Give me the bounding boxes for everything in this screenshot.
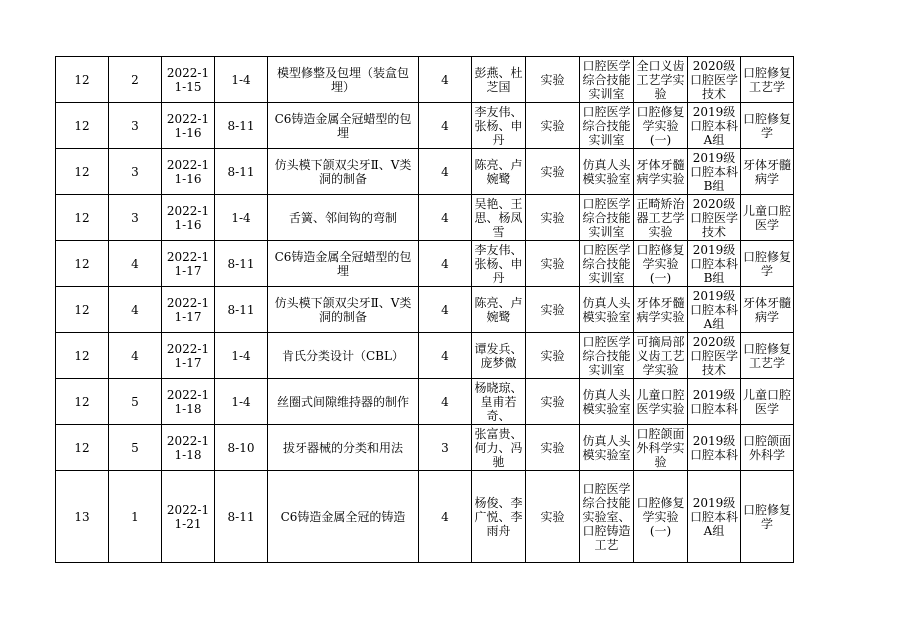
course-cell-text: 口腔修复工艺学	[743, 341, 791, 370]
course-cell	[741, 379, 794, 425]
topic-cell: C6铸造金属全冠蜡型的包埋	[268, 241, 419, 287]
date-cell: 2022-11-17	[162, 287, 215, 333]
room-cell	[580, 287, 634, 333]
lab-cell-text: 口腔颌面外科学实验	[636, 426, 685, 469]
lab-cell-text: 儿童口腔医学实验	[636, 387, 685, 416]
table-row	[56, 241, 794, 287]
course-cell-text: 儿童口腔医学	[743, 203, 791, 232]
room-cell-text: 仿真人头模实验室	[582, 387, 631, 416]
hours-cell: 4	[419, 57, 472, 103]
class-cell-text: 2019级口腔本科B组	[690, 242, 738, 285]
course-cell	[741, 57, 794, 103]
course-cell-text: 儿童口腔医学	[743, 387, 791, 416]
room-cell-text: 口腔医学综合技能实训室	[582, 196, 631, 239]
lab-cell	[634, 287, 688, 333]
table-row	[56, 149, 794, 195]
periods-cell: 8-11	[215, 471, 268, 563]
periods-cell: 1-4	[215, 333, 268, 379]
table-row	[56, 57, 794, 103]
day-cell: 1	[109, 471, 162, 563]
topic-cell: 丝圈式间隙维持器的制作	[268, 379, 419, 425]
room-cell-text: 口腔医学综合技能实训室	[582, 58, 631, 101]
hours-cell: 4	[419, 379, 472, 425]
course-cell-text: 牙体牙髓病学	[743, 295, 791, 324]
periods-cell: 1-4	[215, 57, 268, 103]
room-cell	[580, 425, 634, 471]
periods-cell: 8-11	[215, 241, 268, 287]
class-cell	[688, 57, 741, 103]
teachers-cell-text: 彭燕、杜芝国	[474, 65, 523, 94]
course-cell	[741, 149, 794, 195]
class-cell	[688, 195, 741, 241]
week-cell: 12	[56, 195, 109, 241]
topic-cell: 模型修整及包埋（装盒包埋）	[268, 57, 419, 103]
teachers-cell	[472, 149, 526, 195]
day-cell: 2	[109, 57, 162, 103]
topic-cell: 仿头模下颌双尖牙Ⅱ、V类洞的制备	[268, 287, 419, 333]
class-cell-text: 2019级口腔本科B组	[690, 150, 738, 193]
type-cell: 实验	[526, 471, 580, 563]
class-cell-text: 2019级口腔本科A组	[690, 288, 738, 331]
lab-cell-text: 牙体牙髓病学实验	[636, 157, 685, 186]
date-cell: 2022-11-16	[162, 103, 215, 149]
periods-cell: 1-4	[215, 379, 268, 425]
hours-cell: 4	[419, 471, 472, 563]
teachers-cell	[472, 333, 526, 379]
course-cell-text: 口腔修复学	[743, 111, 791, 140]
week-cell: 12	[56, 241, 109, 287]
room-cell-text: 仿真人头模实验室	[582, 433, 631, 462]
course-cell	[741, 195, 794, 241]
lab-cell-text: 正畸矫治器工艺学实验	[636, 196, 685, 239]
class-cell	[688, 287, 741, 333]
type-cell: 实验	[526, 333, 580, 379]
date-cell: 2022-11-16	[162, 149, 215, 195]
date-cell: 2022-11-21	[162, 471, 215, 563]
room-cell	[580, 57, 634, 103]
room-cell	[580, 195, 634, 241]
week-cell: 12	[56, 425, 109, 471]
topic-cell: 肯氏分类设计（CBL）	[268, 333, 419, 379]
week-cell: 12	[56, 287, 109, 333]
lab-cell	[634, 195, 688, 241]
type-cell: 实验	[526, 287, 580, 333]
day-cell: 5	[109, 425, 162, 471]
class-cell-text: 2019级口腔本科A组	[690, 104, 738, 147]
class-cell	[688, 471, 741, 563]
teachers-cell	[472, 379, 526, 425]
teachers-cell-text: 李友伟、张杨、申丹	[474, 242, 523, 285]
topic-cell: 拔牙器械的分类和用法	[268, 425, 419, 471]
lab-cell	[634, 425, 688, 471]
table-row	[56, 287, 794, 333]
type-cell: 实验	[526, 57, 580, 103]
course-cell	[741, 471, 794, 563]
table-row	[56, 103, 794, 149]
teachers-cell	[472, 287, 526, 333]
topic-cell: C6铸造金属全冠的铸造	[268, 471, 419, 563]
class-cell	[688, 425, 741, 471]
room-cell	[580, 241, 634, 287]
course-cell-text: 口腔颌面外科学	[743, 433, 791, 462]
hours-cell: 4	[419, 103, 472, 149]
table-row	[56, 425, 794, 471]
class-cell-text: 2019级口腔本科A组	[690, 495, 738, 538]
day-cell: 4	[109, 241, 162, 287]
lab-cell	[634, 103, 688, 149]
course-cell-text: 口腔修复学	[743, 249, 791, 278]
week-cell: 12	[56, 333, 109, 379]
lab-cell	[634, 241, 688, 287]
day-cell: 5	[109, 379, 162, 425]
week-cell: 13	[56, 471, 109, 563]
topic-cell: C6铸造金属全冠蜡型的包埋	[268, 103, 419, 149]
lab-cell-text: 口腔修复学实验(一)	[636, 104, 685, 147]
teachers-cell-text: 谭发兵、庞梦微	[474, 341, 523, 370]
course-cell-text: 口腔修复工艺学	[743, 65, 791, 94]
class-cell-text: 2020级口腔医学技术	[690, 196, 738, 239]
room-cell	[580, 379, 634, 425]
course-cell	[741, 103, 794, 149]
week-cell: 12	[56, 57, 109, 103]
room-cell-text: 口腔医学综合技能实训室	[582, 242, 631, 285]
teachers-cell	[472, 103, 526, 149]
teachers-cell	[472, 195, 526, 241]
periods-cell: 1-4	[215, 195, 268, 241]
course-cell-text: 口腔修复学	[743, 502, 791, 531]
teachers-cell-text: 陈亮、卢婉鹭	[474, 295, 523, 324]
hours-cell: 4	[419, 287, 472, 333]
class-cell-text: 2019级口腔本科	[690, 433, 738, 462]
lab-cell	[634, 471, 688, 563]
date-cell: 2022-11-16	[162, 195, 215, 241]
day-cell: 4	[109, 333, 162, 379]
week-cell: 12	[56, 103, 109, 149]
course-cell-text: 牙体牙髓病学	[743, 157, 791, 186]
lab-cell-text: 牙体牙髓病学实验	[636, 295, 685, 324]
day-cell: 3	[109, 103, 162, 149]
topic-cell: 仿头模下颌双尖牙Ⅱ、V类洞的制备	[268, 149, 419, 195]
lab-cell	[634, 333, 688, 379]
teachers-cell	[472, 57, 526, 103]
lab-cell	[634, 57, 688, 103]
date-cell: 2022-11-18	[162, 379, 215, 425]
class-cell	[688, 379, 741, 425]
room-cell-text: 口腔医学综合技能实训室	[582, 334, 631, 377]
lab-cell-text: 全口义齿工艺学实验	[636, 58, 685, 101]
course-cell	[741, 241, 794, 287]
schedule-rows	[56, 57, 794, 563]
hours-cell: 4	[419, 149, 472, 195]
class-cell	[688, 333, 741, 379]
day-cell: 3	[109, 149, 162, 195]
table-row	[56, 471, 794, 563]
room-cell-text: 仿真人头模实验室	[582, 157, 631, 186]
room-cell	[580, 333, 634, 379]
room-cell-text: 口腔医学综合技能实验室、口腔铸造工艺	[582, 481, 631, 552]
class-cell-text: 2019级口腔本科	[690, 387, 738, 416]
lab-cell	[634, 379, 688, 425]
hours-cell: 3	[419, 425, 472, 471]
schedule-table	[55, 56, 794, 563]
lab-cell-text: 口腔修复学实验(一)	[636, 495, 685, 538]
type-cell: 实验	[526, 241, 580, 287]
class-cell-text: 2020级口腔医学技术	[690, 334, 738, 377]
periods-cell: 8-11	[215, 103, 268, 149]
room-cell-text: 口腔医学综合技能实训室	[582, 104, 631, 147]
class-cell-text: 2020级口腔医学技术	[690, 58, 738, 101]
periods-cell: 8-10	[215, 425, 268, 471]
teachers-cell	[472, 425, 526, 471]
periods-cell: 8-11	[215, 149, 268, 195]
day-cell: 3	[109, 195, 162, 241]
teachers-cell	[472, 241, 526, 287]
teachers-cell-text: 杨晓琼、皇甫若奇、	[474, 380, 523, 423]
lab-cell	[634, 149, 688, 195]
type-cell: 实验	[526, 379, 580, 425]
date-cell: 2022-11-17	[162, 241, 215, 287]
table-row	[56, 195, 794, 241]
table-row	[56, 333, 794, 379]
room-cell	[580, 149, 634, 195]
lab-cell-text: 可摘局部义齿工艺学实验	[636, 334, 685, 377]
table-row	[56, 379, 794, 425]
course-cell	[741, 287, 794, 333]
class-cell	[688, 241, 741, 287]
room-cell	[580, 471, 634, 563]
room-cell	[580, 103, 634, 149]
date-cell: 2022-11-17	[162, 333, 215, 379]
type-cell: 实验	[526, 425, 580, 471]
hours-cell: 4	[419, 195, 472, 241]
lab-cell-text: 口腔修复学实验(一)	[636, 242, 685, 285]
teachers-cell-text: 吴艳、王思、杨凤雪	[474, 196, 523, 239]
periods-cell: 8-11	[215, 287, 268, 333]
teachers-cell-text: 杨俊、李广悦、李雨舟	[474, 495, 523, 538]
class-cell	[688, 149, 741, 195]
date-cell: 2022-11-15	[162, 57, 215, 103]
week-cell: 12	[56, 379, 109, 425]
hours-cell: 4	[419, 241, 472, 287]
teachers-cell-text: 陈亮、卢婉鹭	[474, 157, 523, 186]
hours-cell: 4	[419, 333, 472, 379]
type-cell: 实验	[526, 103, 580, 149]
type-cell: 实验	[526, 195, 580, 241]
course-cell	[741, 425, 794, 471]
date-cell: 2022-11-18	[162, 425, 215, 471]
topic-cell: 舌簧、邻间钩的弯制	[268, 195, 419, 241]
room-cell-text: 仿真人头模实验室	[582, 295, 631, 324]
type-cell: 实验	[526, 149, 580, 195]
teachers-cell	[472, 471, 526, 563]
teachers-cell-text: 张富贵、何力、冯驰	[474, 426, 523, 469]
day-cell: 4	[109, 287, 162, 333]
teachers-cell-text: 李友伟、张杨、申丹	[474, 104, 523, 147]
week-cell: 12	[56, 149, 109, 195]
class-cell	[688, 103, 741, 149]
course-cell	[741, 333, 794, 379]
